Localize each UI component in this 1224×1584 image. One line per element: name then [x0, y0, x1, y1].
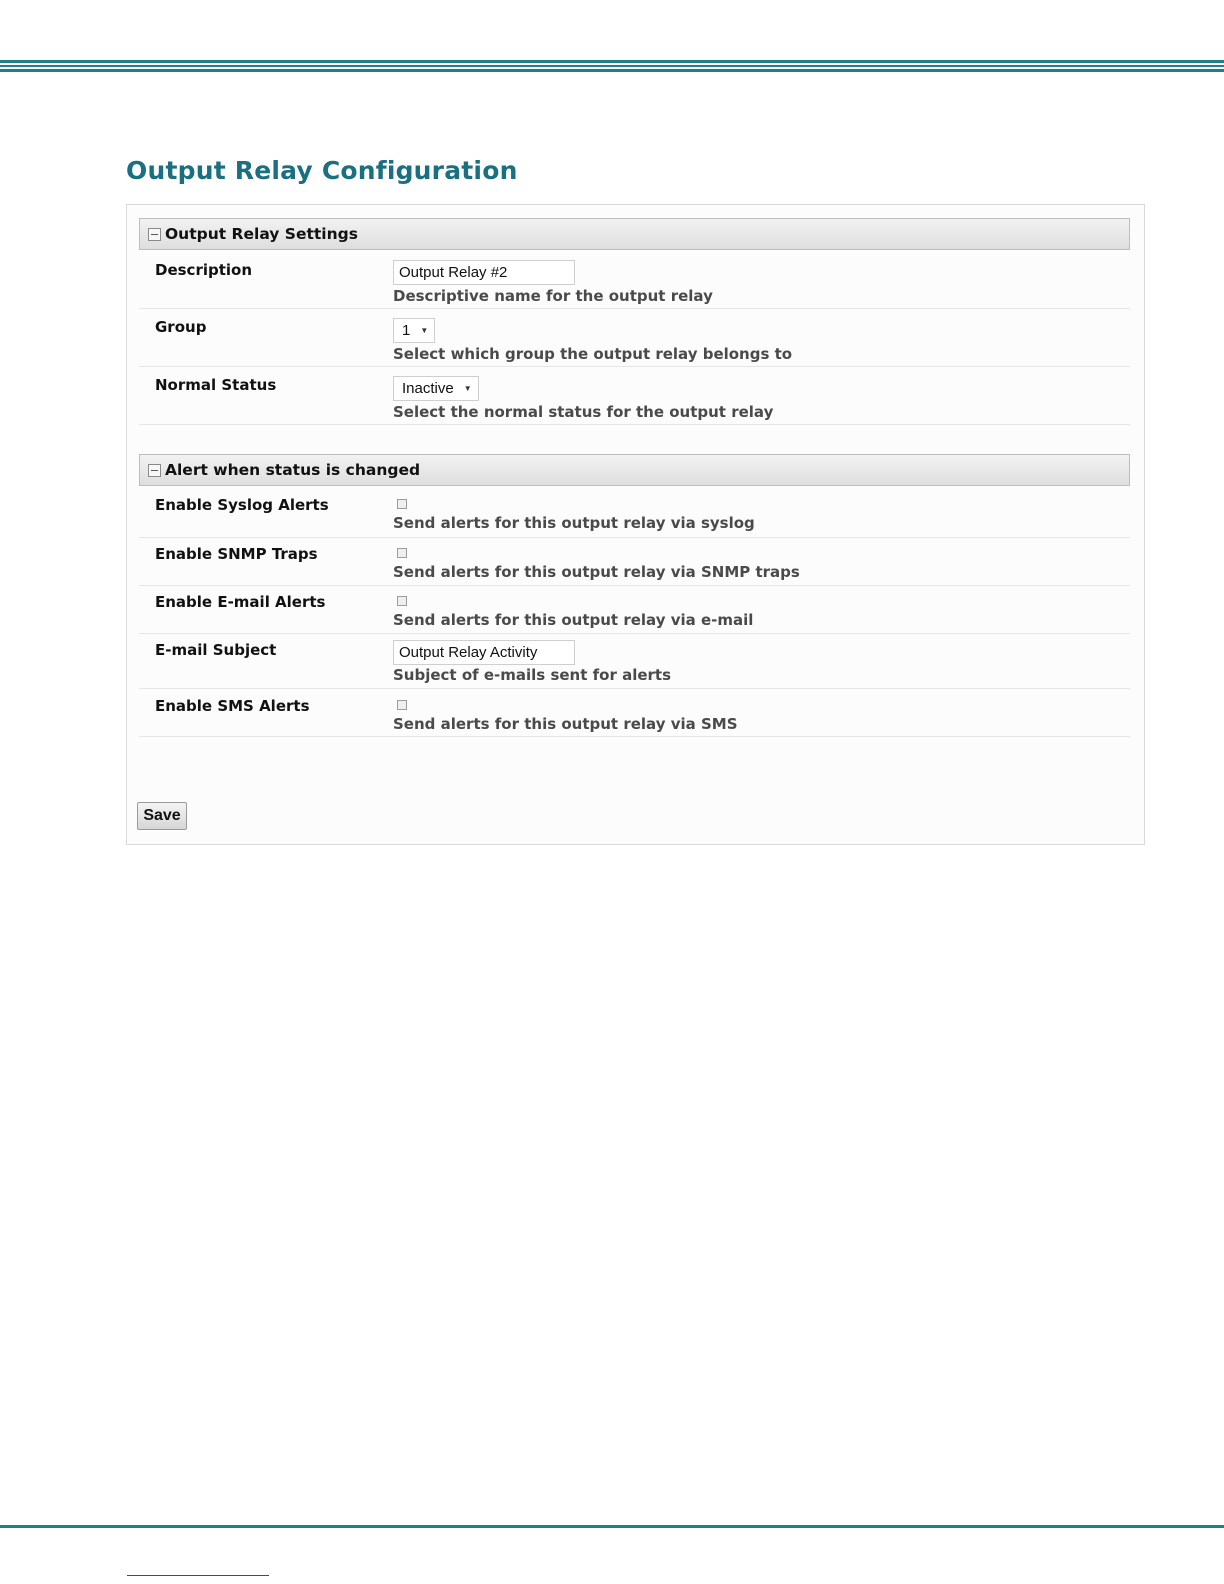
footer-link-underline — [127, 1575, 269, 1576]
email-alerts-checkbox[interactable] — [397, 596, 407, 606]
page-title: Output Relay Configuration — [126, 156, 518, 185]
header-rule — [0, 60, 1224, 63]
select-value: 1 — [402, 322, 411, 339]
field-label: Normal Status — [155, 376, 277, 394]
chevron-down-icon: ▼ — [463, 384, 472, 393]
field-help: Send alerts for this output relay via SMS — [393, 715, 738, 733]
field-row-normal-status — [139, 367, 1130, 425]
field-row-syslog-alerts — [139, 490, 1130, 538]
field-help: Select the normal status for the output relay — [393, 403, 774, 421]
section-title: Alert when status is changed — [165, 461, 421, 479]
section-header-alert-when-status-changed[interactable] — [139, 454, 1130, 486]
save-button[interactable]: Save — [137, 802, 187, 830]
chevron-down-icon: ▼ — [420, 326, 429, 335]
footer-rule — [0, 1525, 1224, 1528]
field-row-email-alerts — [139, 586, 1130, 634]
field-help: Subject of e-mails sent for alerts — [393, 666, 672, 684]
field-help: Send alerts for this output relay via e-mail — [393, 611, 754, 629]
normal-status-select[interactable] — [393, 376, 479, 401]
snmp-traps-checkbox[interactable] — [397, 548, 407, 558]
field-row-description — [139, 257, 1130, 309]
section-header-output-relay-settings[interactable] — [139, 218, 1130, 250]
field-label: Enable E-mail Alerts — [155, 593, 326, 611]
field-row-sms-alerts — [139, 689, 1130, 737]
field-label: Enable SMS Alerts — [155, 697, 310, 715]
collapse-icon[interactable] — [148, 228, 161, 241]
description-input[interactable] — [393, 260, 575, 285]
field-row-email-subject — [139, 634, 1130, 689]
field-help: Descriptive name for the output relay — [393, 287, 713, 305]
collapse-icon[interactable] — [148, 464, 161, 477]
field-label: Enable Syslog Alerts — [155, 496, 329, 514]
field-help: Select which group the output relay belongs to — [393, 345, 793, 363]
config-panel — [126, 204, 1145, 845]
group-select[interactable] — [393, 318, 435, 343]
header-rule — [0, 65, 1224, 67]
field-label: E-mail Subject — [155, 641, 277, 659]
field-label: Enable SNMP Traps — [155, 545, 318, 563]
header-rule — [0, 69, 1224, 72]
section-title: Output Relay Settings — [165, 225, 358, 243]
email-subject-input[interactable] — [393, 640, 575, 665]
select-value: Inactive — [402, 380, 454, 397]
field-row-group — [139, 309, 1130, 367]
field-row-snmp-traps — [139, 538, 1130, 586]
sms-alerts-checkbox[interactable] — [397, 700, 407, 710]
field-label: Group — [155, 318, 207, 336]
field-help: Send alerts for this output relay via SNMP traps — [393, 563, 800, 581]
field-label: Description — [155, 261, 253, 279]
syslog-alerts-checkbox[interactable] — [397, 499, 407, 509]
field-help: Send alerts for this output relay via syslog — [393, 514, 755, 532]
